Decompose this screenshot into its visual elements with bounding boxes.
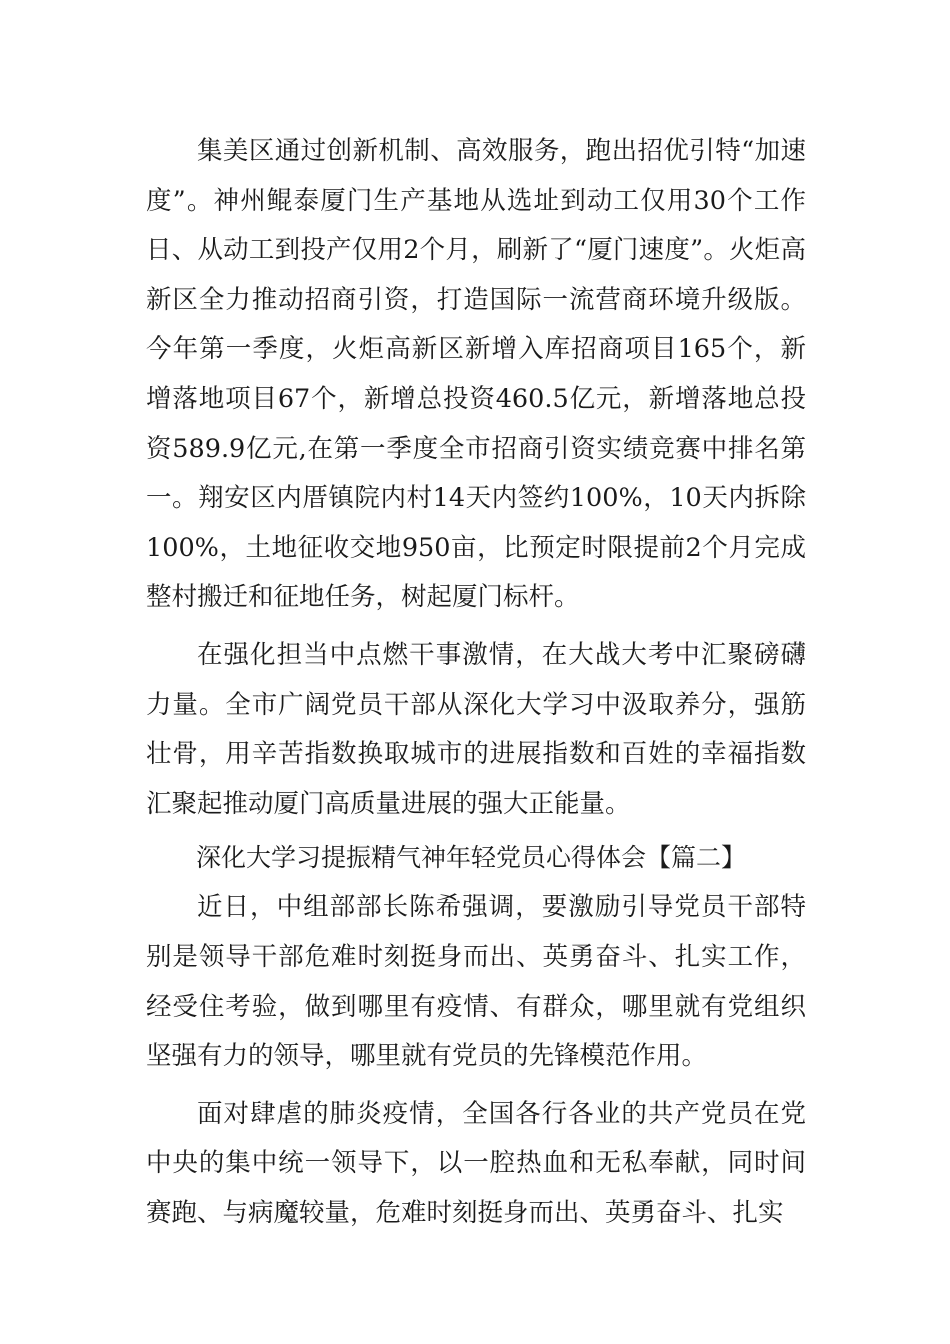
paragraph-chen-xi-remarks: 近日，中组部部长陈希强调，要激励引导党员干部特别是领导干部危难时刻挺身而出、英勇奋斗、扎实工作，经受住考验，做到哪里有疫情、有群众，哪里就有党组织坚强有力的领导，哪里就有党员的先锋模范作用。 bbox=[146, 892, 806, 1072]
document-body bbox=[146, 127, 806, 1238]
paragraph-cadre-passion: 在强化担当中点燃干事激情，在大战大考中汇聚磅礴力量。全市广阔党员干部从深化大学习中汲取养分，强筋壮骨，用辛苦指数换取城市的进展指数和百姓的幸福指数汇聚起推动厦门高质量进展的强大正能量。 bbox=[146, 639, 806, 819]
section-heading: 深化大学习提振精气神年轻党员心得体会【篇二】 bbox=[196, 843, 747, 873]
paragraph-investment-speed: 集美区通过创新机制、高效服务，跑出招优引特“加速度”。神州鲲泰厦门生产基地从选址到动工仅用30个工作日、从动工到投产仅用2个月，刷新了“厦门速度”。火炬高新区全力推动招商引资，打造国际一流营商环境升级版。今年第一季度，火炬高新区新增入库招商项目165个，新增落地项目67个，新增总投资460.5亿元，新增落地总投资589.9亿元,在第一季度全市招商引资实绩竞赛中排名第一。翔安区内厝镇院内村14天内签约100%，10天内拆除100%，土地征收交地950亩，比预定时限提前2个月完成整村搬迁和征地任务，树起厦门标杆。 bbox=[146, 136, 806, 613]
paragraph-epidemic-response: 面对肆虐的肺炎疫情，全国各行各业的共产党员在党中央的集中统一领导下，以一腔热血和无私奉献，同时间赛跑、与病魔较量，危难时刻挺身而出、英勇奋斗、扎实 bbox=[146, 1098, 806, 1228]
